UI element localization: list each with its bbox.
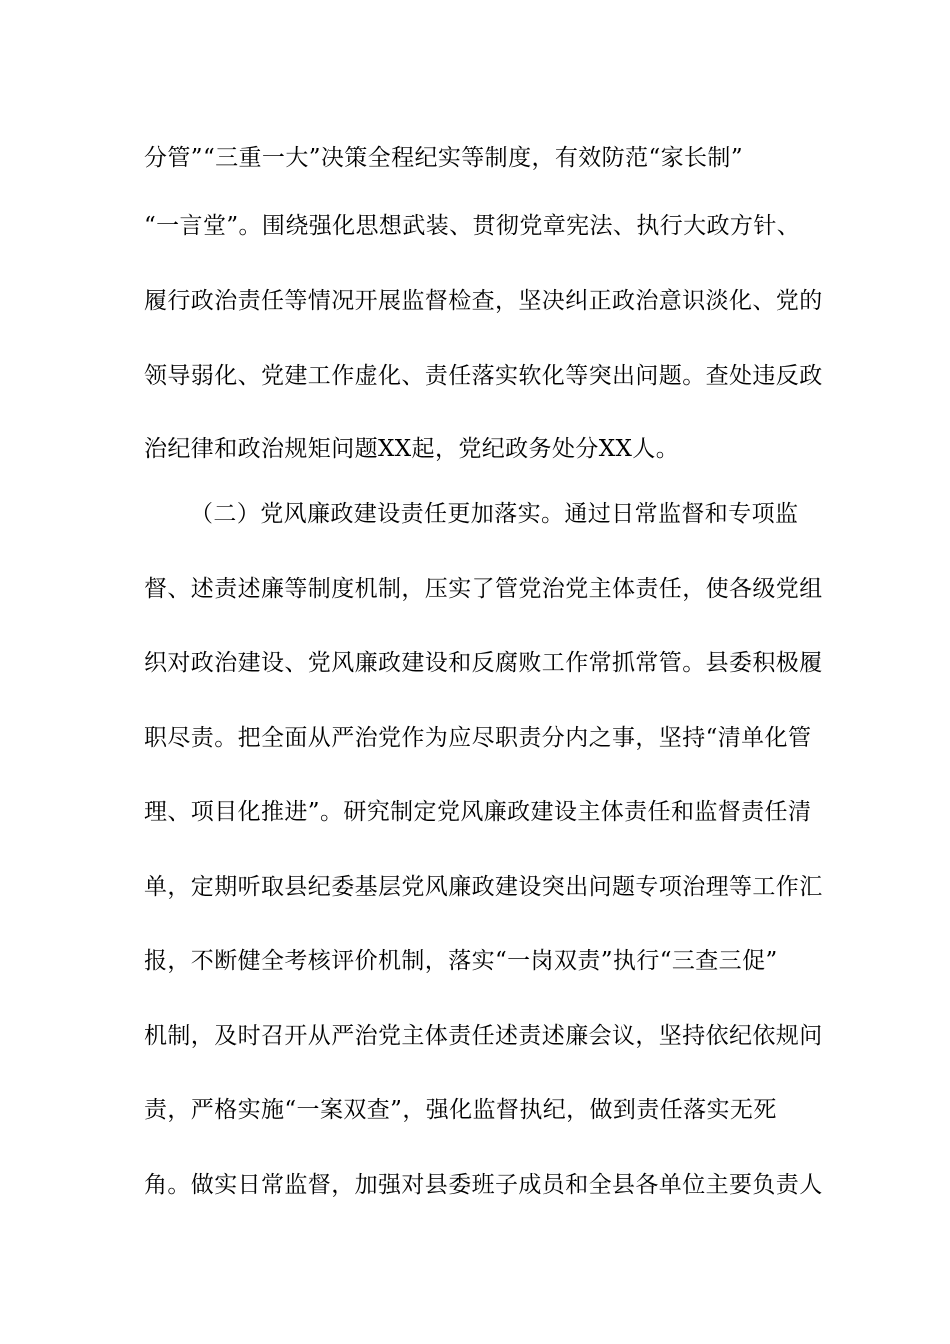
text-line: “一言堂”。围绕强化思想武装、贯彻党章宪法、执行大政方针、 — [144, 213, 801, 239]
text-line: 理、项目化推进”。研究制定党风廉政建设主体责任和监督责任清 — [144, 799, 812, 825]
section-heading-line: （二）党风廉政建设责任更加落实。通过日常监督和专项监 — [190, 501, 799, 527]
text-line: 织对政治建设、党风廉政建设和反腐败工作常抓常管。县委积极履 — [144, 650, 823, 676]
text-line: 职尽责。把全面从严治党作为应尽职责分内之事，坚持“清单化管 — [144, 725, 812, 751]
text-line: 角。做实日常监督，加强对县委班子成员和全县各单位主要负责人 — [144, 1172, 823, 1198]
text-line: 责，严格实施“一案双查”，强化监督执纪，做到责任落实无死 — [144, 1097, 777, 1123]
text-line: 履行政治责任等情况开展监督检查，坚决纠正政治意识淡化、党的 — [144, 288, 823, 314]
text-line: 督、述责述廉等制度机制，压实了管党治党主体责任，使各级党组 — [144, 576, 823, 602]
text-line: 机制，及时召开从严治党主体责任述责述廉会议，坚持依纪依规问 — [144, 1023, 823, 1049]
text-line: 分管”“三重一大”决策全程纪实等制度，有效防范“家长制” — [144, 145, 743, 171]
text-line: 治纪律和政治规矩问题XX起，党纪政务处分XX人。 — [144, 436, 680, 462]
text-line: 报，不断健全考核评价机制，落实“一岗双责”执行“三查三促” — [144, 948, 778, 974]
text-line: 领导弱化、党建工作虚化、责任落实软化等突出问题。查处违反政 — [144, 363, 823, 389]
text-line: 单，定期听取县纪委基层党风廉政建设突出问题专项治理等工作汇 — [144, 874, 823, 900]
